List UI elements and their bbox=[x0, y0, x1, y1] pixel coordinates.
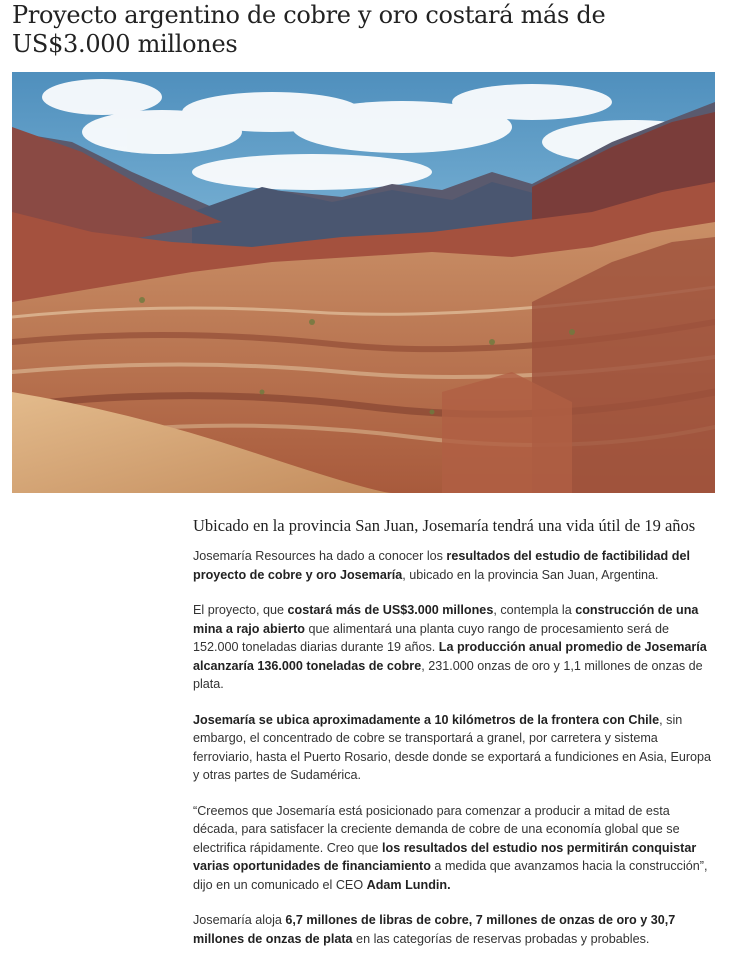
article-paragraph bbox=[193, 711, 718, 785]
paragraph-text: , ubicado en la provincia San Juan, Argentina. bbox=[402, 567, 659, 582]
bold-text: los resultados del estudio nos permitirán conquistar varias oportunidades de financiamiento bbox=[193, 840, 697, 873]
article-subtitle: Ubicado en la provincia San Juan, Josemaría tendrá una vida útil de 19 años bbox=[193, 516, 696, 535]
bold-text: resultados del estudio de factibilidad del proyecto de cobre y oro Josemaría bbox=[193, 549, 690, 582]
bold-text: construcción de una mina a rajo abierto bbox=[193, 603, 699, 636]
paragraph-text: en las categorías de reservas probadas y probables. bbox=[352, 931, 650, 946]
paragraph-text: que alimentará una planta cuyo rango de procesamiento será de 152.000 toneladas diarias durante 19 años. bbox=[193, 621, 670, 654]
paragraph-text: Josemaría Resources ha dado a conocer los bbox=[193, 549, 447, 563]
bold-text: costará más de US$3.000 millones bbox=[287, 603, 494, 617]
article-title: Proyecto argentino de cobre y oro costará más de US$3.000 millones bbox=[12, 1, 606, 58]
bold-text: La producción anual promedio de Josemaría alcanzaría 136.000 toneladas de cobre bbox=[193, 640, 707, 673]
paragraph-text: a medida que avanzamos hacia la construcción”, dijo en un comunicado el CEO bbox=[193, 859, 708, 892]
article-paragraph bbox=[193, 547, 718, 584]
paragraph-text: El proyecto, que bbox=[193, 603, 288, 617]
paragraph-text: , contempla la bbox=[493, 603, 576, 617]
article-body bbox=[193, 547, 718, 965]
article-paragraph bbox=[193, 601, 718, 694]
bold-text: 6,7 millones de libras de cobre, 7 millones de onzas de oro y 30,7 millones de onzas de plata bbox=[193, 913, 676, 946]
paragraph-text: “Creemos que Josemaría está posicionado para comenzar a producir a mitad de esta década, para satisfacer la creciente demanda de cobre de una economía global que se electrifica rápidamente. Creo que bbox=[193, 803, 680, 855]
article-hero-image bbox=[12, 72, 715, 493]
bold-text: Adam Lundin. bbox=[366, 877, 451, 892]
paragraph-text: Josemaría aloja bbox=[193, 913, 286, 927]
article-paragraph bbox=[193, 911, 718, 948]
bold-text: Josemaría se ubica aproximadamente a 10 kilómetros de la frontera con Chile bbox=[193, 712, 660, 727]
article-paragraph bbox=[193, 802, 718, 895]
paragraph-text: , sin embargo, el concentrado de cobre se transportará a granel, por carretera y sistema ferroviario, hasta el Puerto Rosario, desde donde se exportará a fundiciones en Asia, Europa y otras partes de Sudamérica. bbox=[193, 712, 712, 782]
paragraph-text: , 231.000 onzas de oro y 1,1 millones de onzas de plata. bbox=[193, 658, 703, 691]
